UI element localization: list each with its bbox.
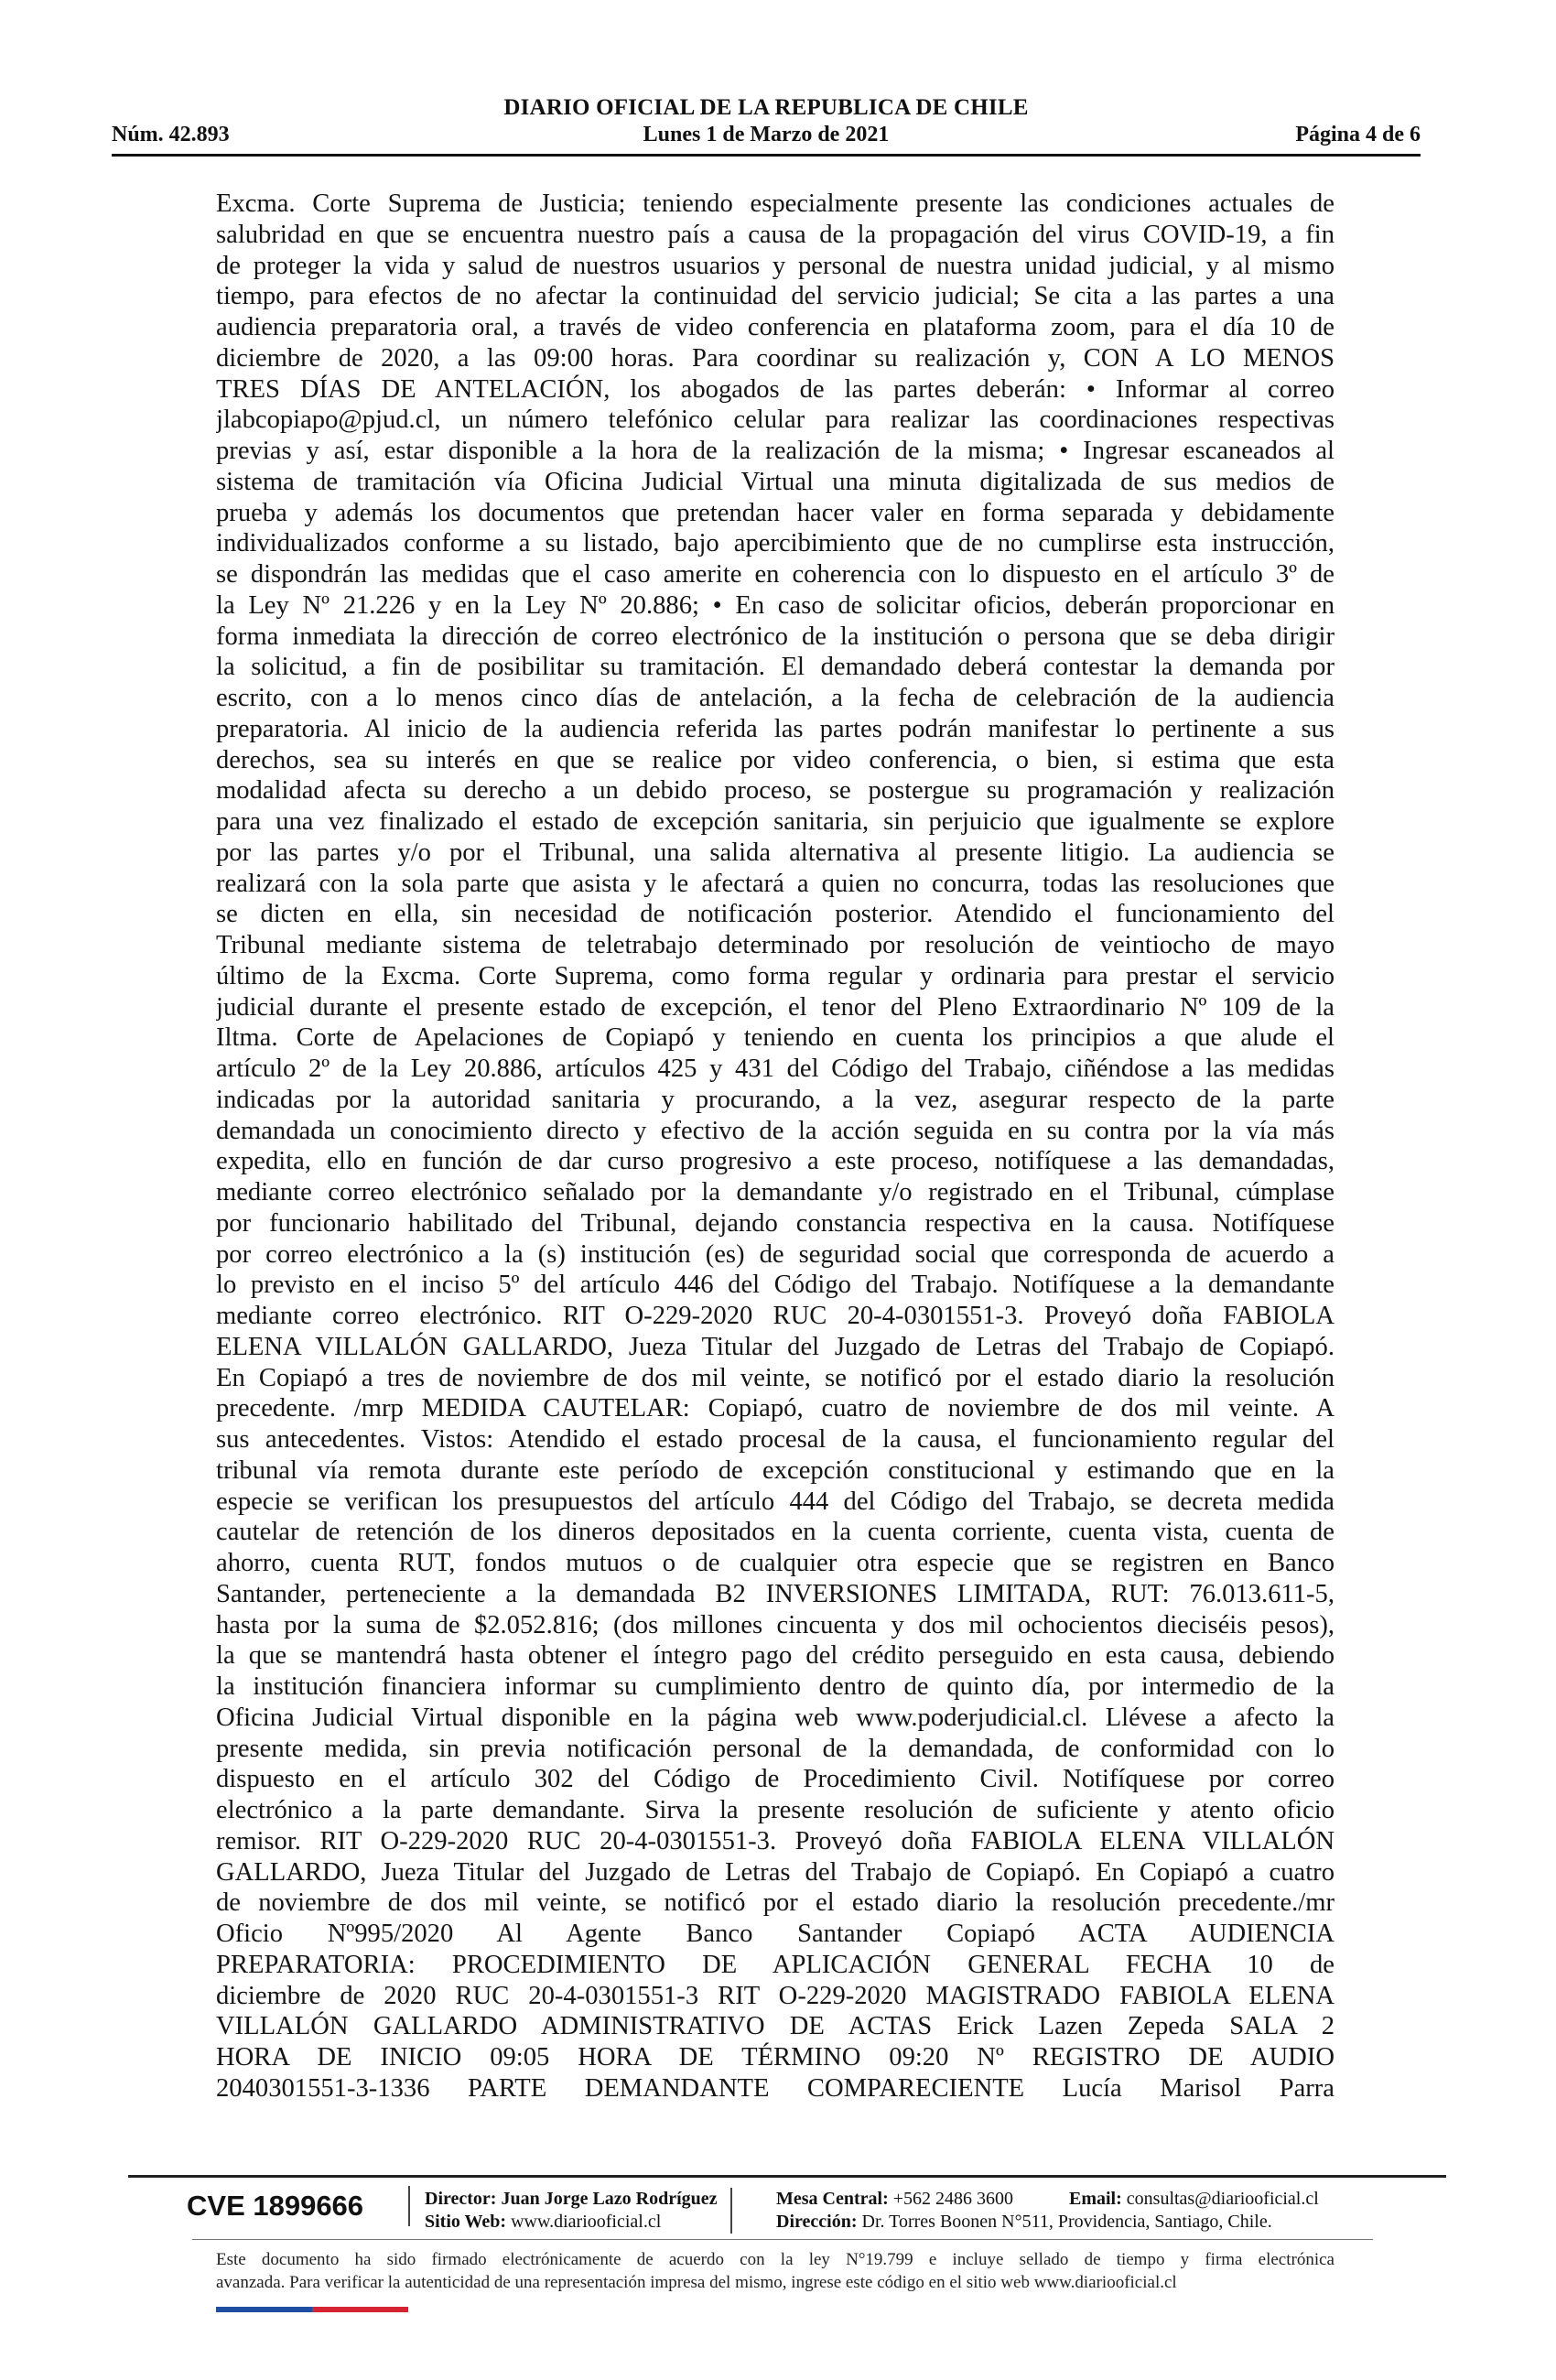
signature-note-line: avanzada. Para verificar la autenticidad de una representación impresa del mismo, ingrese este código en el sitio web www.diariooficial.cl bbox=[216, 2273, 1177, 2292]
director-label: Director: bbox=[425, 2189, 497, 2209]
mesa-label: Mesa Central: bbox=[776, 2189, 889, 2209]
issue-date: Lunes 1 de Marzo de 2021 bbox=[643, 123, 890, 146]
address-label: Dirección: bbox=[776, 2212, 858, 2232]
page-indicator: Página 4 de 6 bbox=[1295, 123, 1421, 146]
body-line: de proteger la vida y salud de nuestros usuarios y personal de nuestra unidad judicial, y al mismo bbox=[216, 251, 1334, 280]
body-line: GALLARDO, Jueza Titular del Juzgado de Letras del Trabajo de Copiapó. En Copiapó a cuatro bbox=[216, 1857, 1334, 1887]
body-line: TRES DÍAS DE ANTELACIÓN, los abogados de las partes deberán: • Informar al correo bbox=[216, 374, 1334, 404]
footer-divider bbox=[128, 2175, 1446, 2178]
flag-blue-stripe bbox=[216, 2307, 312, 2312]
body-line: ahorro, cuenta RUT, fondos mutuos o de cualquier otra especie que se registren en Banco bbox=[216, 1549, 1334, 1577]
email-label: Email: bbox=[1069, 2189, 1122, 2209]
body-line: diciembre de 2020 RUC 20-4-0301551-3 RIT O-229-2020 MAGISTRADO FABIOLA ELENA bbox=[216, 1981, 1334, 2010]
email-link[interactable]: consultas@diariooficial.cl bbox=[1126, 2189, 1319, 2209]
page-header bbox=[112, 92, 1421, 152]
body-line: Excma. Corte Suprema de Justicia; teniendo especialmente presente las condiciones actuales de bbox=[216, 189, 1334, 218]
header-meta-row bbox=[112, 123, 1421, 150]
body-line: último de la Excma. Corte Suprema, como forma regular y ordinaria para prestar el servicio bbox=[216, 961, 1334, 990]
body-line: PREPARATORIA: PROCEDIMIENTO DE APLICACIÓN GENERAL FECHA 10 de bbox=[216, 1950, 1334, 1979]
cve-code-box bbox=[187, 2186, 410, 2226]
body-line: diciembre de 2020, a las 09:00 horas. Para coordinar su realización y, CON A LO MENOS bbox=[216, 343, 1334, 373]
body-line: cautelar de retención de los dineros depositados en la cuenta corriente, cuenta vista, cuenta de bbox=[216, 1518, 1334, 1547]
body-line: de noviembre de dos mil veinte, se notificó por el estado diario la resolución precedente./mr bbox=[216, 1888, 1334, 1918]
body-line: audiencia preparatoria oral, a través de video conferencia en plataforma zoom, para el día 10 de bbox=[216, 313, 1334, 341]
signature-note bbox=[216, 2248, 1334, 2294]
body-line: precedente. /mrp MEDIDA CAUTELAR: Copiapó, cuatro de noviembre de dos mil veinte. A bbox=[216, 1394, 1334, 1423]
body-line: mediante correo electrónico señalado por la demandante y/o registrado en el Tribunal, cúmplase bbox=[216, 1178, 1334, 1206]
mesa-phone: +562 2486 3600 bbox=[892, 2189, 1014, 2209]
body-line: tribunal vía remota durante este período de excepción constitucional y estimando que en la bbox=[216, 1455, 1334, 1485]
body-line: sistema de tramitación vía Oficina Judicial Virtual una minuta digitalizada de sus medios de bbox=[216, 467, 1334, 496]
body-line: ELENA VILLALÓN GALLARDO, Jueza Titular del Juzgado de Letras del Trabajo de Copiapó. bbox=[216, 1332, 1334, 1361]
footer-email bbox=[1069, 2188, 1319, 2211]
body-line: hasta por la suma de $2.052.816; (dos millones cincuenta y dos mil ochocientos dieciséis pesos), bbox=[216, 1610, 1334, 1639]
body-line: Santander, perteneciente a la demandada B2 INVERSIONES LIMITADA, RUT: 76.013.611-5, bbox=[216, 1579, 1334, 1608]
body-line: la Ley Nº 21.226 y en la Ley Nº 20.886; • En caso de solicitar oficios, deberán proporcionar en bbox=[216, 590, 1334, 620]
body-line: expedita, ello en función de dar curso progresivo a este proceso, notifíquese a las demandadas, bbox=[216, 1147, 1334, 1176]
body-line: jlabcopiapo@pjud.cl, un número telefónico celular para realizar las coordinaciones respectivas bbox=[216, 406, 1334, 435]
body-line: lo previsto en el inciso 5º del artículo 446 del Código del Trabajo. Notifíquese a la demandante bbox=[216, 1271, 1334, 1300]
signature-note-line: Este documento ha sido firmado electrónicamente de acuerdo con la ley N°19.799 e incluye sellado de tiempo y firma electrónica bbox=[216, 2250, 1334, 2269]
body-line: la institución financiera informar su cumplimiento dentro de quinto día, por intermedio de la bbox=[216, 1672, 1334, 1701]
body-line: tiempo, para efectos de no afectar la continuidad del servicio judicial; Se cita a las partes a una bbox=[216, 282, 1334, 311]
body-line: se dispondrán las medidas que el caso amerite en coherencia con lo dispuesto en el artículo 3º de bbox=[216, 560, 1334, 589]
body-line: la solicitud, a fin de posibilitar su tramitación. El demandado deberá contestar la demanda por bbox=[216, 653, 1334, 682]
issue-number: Núm. 42.893 bbox=[112, 123, 230, 146]
body-line: indicadas por la autoridad sanitaria y procurando, a la vez, asegurar respecto de la parte bbox=[216, 1085, 1334, 1114]
flag-red-stripe bbox=[312, 2307, 408, 2312]
footer-director-block bbox=[425, 2188, 732, 2234]
body-line: previas y así, estar disponible a la hora de la realización de la misma; • Ingresar escaneados al bbox=[216, 437, 1334, 465]
site-label: Sitio Web: bbox=[425, 2212, 507, 2232]
body-line: HORA DE INICIO 09:05 HORA DE TÉRMINO 09:20 Nº REGISTRO DE AUDIO bbox=[216, 2043, 1334, 2072]
body-line: salubridad en que se encuentra nuestro país a causa de la propagación del virus COVID-19, a fin bbox=[216, 220, 1334, 249]
footer-note-divider bbox=[192, 2239, 1373, 2240]
address-value: Dr. Torres Boonen N°511, Providencia, Santiago, Chile. bbox=[861, 2212, 1272, 2232]
body-line: artículo 2º de la Ley 20.886, artículos 425 y 431 del Código del Trabajo, ciñéndose a las medidas bbox=[216, 1055, 1334, 1083]
body-line: por funcionario habilitado del Tribunal, dejando constancia respectiva en la causa. Notifíquese bbox=[216, 1208, 1334, 1238]
body-line: escrito, con a lo menos cinco días de antelación, a la fecha de celebración de la audiencia bbox=[216, 684, 1334, 712]
body-line: especie se verifican los presupuestos del artículo 444 del Código del Trabajo, se decreta medida bbox=[216, 1487, 1334, 1516]
body-line: dispuesto en el artículo 302 del Código de Procedimiento Civil. Notifíquese por correo bbox=[216, 1765, 1334, 1794]
publication-title: DIARIO OFICIAL DE LA REPUBLICA DE CHILE bbox=[503, 95, 1029, 120]
body-line: electrónico a la parte demandante. Sirva la presente resolución de suficiente y atento oficio bbox=[216, 1796, 1334, 1824]
cve-code: CVE 1899666 bbox=[187, 2190, 364, 2222]
chile-flag-stripe bbox=[216, 2307, 408, 2312]
body-line: derechos, sea su interés en que se realice por video conferencia, o bien, si estima que esta bbox=[216, 745, 1334, 774]
header-divider bbox=[112, 154, 1421, 157]
body-line: para una vez finalizado el estado de excepción sanitaria, sin perjuicio que igualmente se explore bbox=[216, 807, 1334, 836]
site-link[interactable]: www.diariooficial.cl bbox=[511, 2212, 662, 2232]
body-line: realizará con la sola parte que asista y le afectará a quien no concurra, todas las resoluciones que bbox=[216, 869, 1334, 898]
body-line: se dicten en ella, sin necesidad de notificación posterior. Atendido el funcionamiento del bbox=[216, 900, 1334, 929]
body-line: la que se mantendrá hasta obtener el íntegro pago del crédito perseguido en esta causa, debiendo bbox=[216, 1641, 1334, 1671]
body-line: judicial durante el presente estado de excepción, el tenor del Pleno Extraordinario Nº 109 de la bbox=[216, 992, 1334, 1022]
body-line: remisor. RIT O-229-2020 RUC 20-4-0301551-3. Proveyó doña FABIOLA ELENA VILLALÓN bbox=[216, 1826, 1334, 1855]
body-line: por correo electrónico a la (s) institución (es) de seguridad social que corresponda de acuerdo a bbox=[216, 1239, 1334, 1269]
document-body bbox=[216, 189, 1334, 2104]
body-line: demandada un conocimiento directo y efectivo de la acción seguida en su contra por la vía más bbox=[216, 1116, 1334, 1145]
body-line: Tribunal mediante sistema de teletrabajo determinado por resolución de veintiocho de mayo bbox=[216, 931, 1334, 959]
body-line: forma inmediata la dirección de correo electrónico de la institución o persona que se deba dirigir bbox=[216, 622, 1334, 651]
body-line: Oficio Nº995/2020 Al Agente Banco Santander Copiapó ACTA AUDIENCIA bbox=[216, 1920, 1334, 1948]
body-line: En Copiapó a tres de noviembre de dos mil veinte, se notificó por el estado diario la resolución bbox=[216, 1363, 1334, 1392]
body-line: por las partes y/o por el Tribunal, una salida alternativa al presente litigio. La audiencia se bbox=[216, 838, 1334, 867]
body-line: mediante correo electrónico. RIT O-229-2020 RUC 20-4-0301551-3. Proveyó doña FABIOLA bbox=[216, 1302, 1334, 1330]
body-line: Iltma. Corte de Apelaciones de Copiapó y teniendo en cuenta los principios a que alude el bbox=[216, 1023, 1334, 1053]
body-line: modalidad afecta su derecho a un debido proceso, se postergue su programación y realización bbox=[216, 776, 1334, 806]
director-name: Juan Jorge Lazo Rodríguez bbox=[501, 2189, 718, 2209]
body-line: preparatoria. Al inicio de la audiencia referida las partes podrán manifestar lo pertinente a sus bbox=[216, 714, 1334, 743]
body-line: VILLALÓN GALLARDO ADMINISTRATIVO DE ACTAS Erick Lazen Zepeda SALA 2 bbox=[216, 2012, 1334, 2041]
body-line: prueba y además los documentos que pretendan hacer valer en forma separada y debidamente bbox=[216, 498, 1334, 527]
body-line: Oficina Judicial Virtual disponible en la página web www.poderjudicial.cl. Llévese a afecto la bbox=[216, 1703, 1334, 1732]
body-line: individualizados conforme a su listado, bajo apercibimiento que de no cumplirse esta instrucción, bbox=[216, 529, 1334, 558]
body-line: presente medida, sin previa notificación personal de la demandada, de conformidad con lo bbox=[216, 1734, 1334, 1763]
body-line: sus antecedentes. Vistos: Atendido el estado procesal de la causa, el funcionamiento regular del bbox=[216, 1425, 1334, 1454]
body-line: 2040301551-3-1336 PARTE DEMANDANTE COMPARECIENTE Lucía Marisol Parra bbox=[216, 2073, 1334, 2103]
